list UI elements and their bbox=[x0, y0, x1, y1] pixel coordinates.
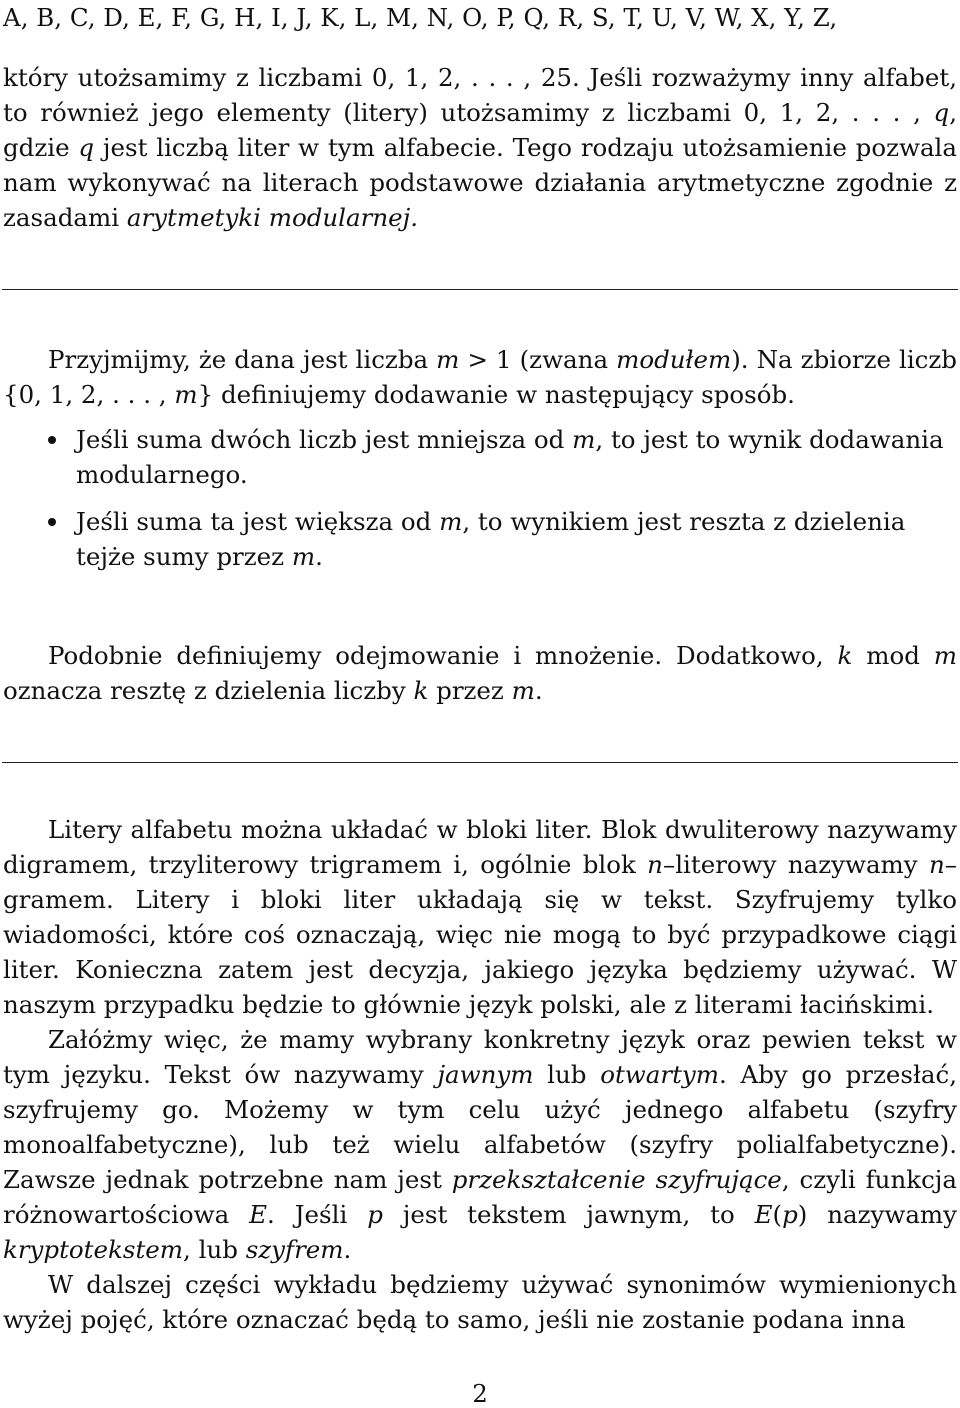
math-var-k: k bbox=[837, 641, 853, 670]
text-run: . bbox=[534, 676, 543, 705]
text-run: . Aby go przesłać, szyfrujemy go. Możemy w tym celu użyć jednego alfabetu (szyfry monoalfabetyczne), lub też wielu alfabetów (szyfry polialfabetyczne). Zawsze jednak potrzebne nam jest bbox=[3, 1060, 957, 1194]
text-run: , lub bbox=[183, 1235, 246, 1264]
text-run: mod bbox=[852, 641, 934, 670]
bullet-icon bbox=[48, 436, 56, 444]
math-var-e: E bbox=[754, 1200, 773, 1229]
text-run: –literowy nazywamy bbox=[662, 850, 929, 879]
text-run: jest tekstem jawnym, to bbox=[382, 1200, 755, 1229]
text-run: ) nazywamy bbox=[797, 1200, 958, 1229]
emphasis-term: przekształcenie szyfrujące bbox=[451, 1165, 782, 1194]
text-run: Litery alfabetu można układać w bloki liter. Blok dwuliterowy nazywamy digramem, trzyliterowy trigramem i, ogólnie blok bbox=[3, 815, 957, 879]
text-run: , to wynikiem jest reszta z dzielenia tejże sumy przez bbox=[76, 507, 906, 571]
horizontal-rule bbox=[2, 762, 958, 763]
text-paragraph: W dalszej części wykładu będziemy używać synonimów wymienionych wyżej pojęć, które oznaczać będą to samo, jeśli nie zostanie podana inna bbox=[3, 1270, 957, 1334]
math-var-m: m bbox=[933, 641, 957, 670]
text-paragraph bbox=[3, 1022, 957, 1267]
emphasis-term: kryptotekstem bbox=[3, 1235, 184, 1264]
similar-definition-block bbox=[3, 638, 957, 708]
emphasis-term: otwartym bbox=[600, 1060, 719, 1089]
page-number: 2 bbox=[472, 1379, 488, 1408]
text-run: Podobnie definiujemy odejmowanie i mnożenie. Dodatkowo, bbox=[48, 641, 838, 670]
modular-paragraph bbox=[3, 342, 957, 412]
text-run: Jeśli suma ta jest większa od bbox=[76, 507, 440, 536]
emphasis-term: arytmetyki modularnej. bbox=[126, 203, 418, 232]
text-run: ( bbox=[772, 1200, 783, 1229]
similar-paragraph bbox=[3, 638, 957, 708]
text-run: oznacza resztę z dzielenia liczby bbox=[3, 676, 414, 705]
math-var-e: E bbox=[249, 1200, 268, 1229]
definition-list bbox=[3, 422, 957, 574]
text-run: –gramem. Litery i bloki liter układają się w tekst. Szyfrujemy tylko wiadomości, które coś oznaczają, więc nie mogą to być przypadkowe ciągi liter. Konieczna zatem jest decyzja, jakiego języka będziemy używać. W naszym przypadku będzie to głównie język polski, ale z literami łacińskimi. bbox=[3, 850, 957, 1019]
math-var-n: n bbox=[647, 850, 663, 879]
list-item bbox=[3, 504, 957, 574]
math-var-m: m bbox=[572, 425, 596, 454]
math-var-m: m bbox=[439, 507, 463, 536]
text-run: , gdzie bbox=[3, 98, 957, 162]
math-var-m: m bbox=[291, 542, 316, 571]
intro-paragraph-block bbox=[3, 60, 957, 235]
math-var-q: q bbox=[78, 133, 95, 162]
alphabet-line: A, B, C, D, E, F, G, H, I, J, K, L, M, N, O, P, Q, R, S, T, U, V, W, X, Y, Z, bbox=[3, 3, 838, 32]
math-var-m: m bbox=[436, 345, 460, 374]
text-run: . bbox=[315, 542, 323, 571]
text-run: > 1 (zwana bbox=[459, 345, 617, 374]
modular-definition-block bbox=[3, 342, 957, 586]
text-run: . bbox=[343, 1235, 352, 1264]
text-run: Jeśli suma dwóch liczb jest mniejsza od bbox=[76, 425, 573, 454]
text-run: , to jest to wynik dodawania modularnego. bbox=[76, 425, 944, 489]
math-var-m: m bbox=[511, 676, 535, 705]
text-run: } definiujemy dodawanie w następujący sposób. bbox=[197, 380, 795, 409]
text-run: , czyli funkcja różnowartościowa bbox=[3, 1165, 957, 1229]
text-run: który utożsamimy z liczbami 0, 1, 2, . . . , 25. Jeśli rozważymy inny alfabet, to również jego elementy (litery) utożsamimy z liczbami 0, 1, 2, . . . , bbox=[3, 63, 957, 127]
text-run: ). Na zbiorze liczb {0, 1, 2, . . . , bbox=[3, 345, 957, 409]
emphasis-term: jawnym bbox=[437, 1060, 534, 1089]
text-run: jest liczbą liter w tym alfabecie. Tego rodzaju utożsamienie pozwala nam wykonywać na literach podstawowe działania arytmetyczne zgodnie z zasadami bbox=[3, 133, 957, 232]
text-run: Przyjmijmy, że dana jest liczba bbox=[48, 345, 437, 374]
horizontal-rule bbox=[2, 289, 958, 290]
math-var-p: p bbox=[782, 1200, 798, 1229]
math-var-n: n bbox=[928, 850, 945, 879]
text-run: . Jeśli bbox=[267, 1200, 368, 1229]
emphasis-term: modułem bbox=[616, 345, 732, 374]
math-var-q: q bbox=[933, 98, 950, 127]
list-item bbox=[3, 422, 957, 492]
text-run: Załóżmy więc, że mamy wybrany konkretny język oraz pewien tekst w tym języku. Tekst ów nazywamy bbox=[3, 1025, 957, 1089]
text-paragraph bbox=[3, 812, 957, 1022]
intro-paragraph bbox=[3, 60, 957, 235]
math-var-m: m bbox=[174, 380, 198, 409]
math-var-p: p bbox=[367, 1200, 383, 1229]
math-var-k: k bbox=[413, 676, 429, 705]
text-run: lub bbox=[533, 1060, 601, 1089]
bullet-icon bbox=[48, 518, 56, 526]
text-block bbox=[3, 812, 957, 1337]
emphasis-term: szyfrem bbox=[245, 1235, 344, 1264]
text-run: przez bbox=[428, 676, 512, 705]
